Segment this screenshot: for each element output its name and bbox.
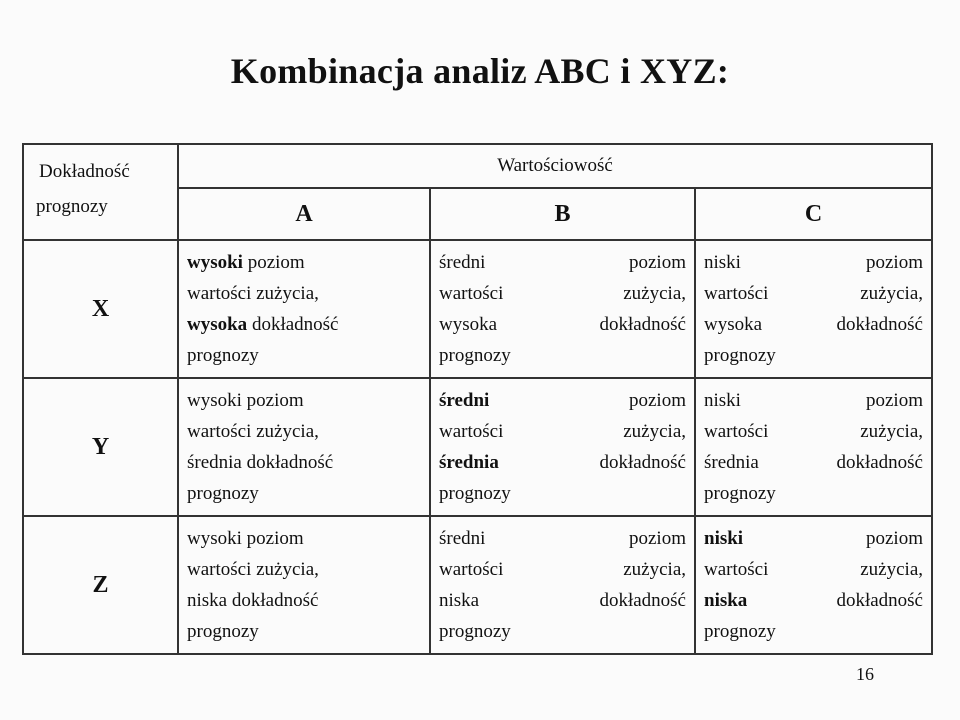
row-header-x: X [23, 240, 178, 378]
cell-text: dokładność [836, 452, 923, 473]
cell-x-a [178, 240, 430, 378]
cell-text: niski [704, 252, 741, 273]
corner-label-line1: Dokładność [39, 161, 130, 182]
cell-text: wartości [704, 559, 769, 580]
cell-text: średni [439, 390, 490, 411]
cell-text: wartości zużycia, [187, 421, 319, 442]
cell-text: zużycia, [623, 421, 686, 442]
cell-text: niski [704, 390, 741, 411]
cell-text: dokładność [599, 590, 686, 611]
table-row-z [23, 516, 932, 654]
cell-text: niski [704, 528, 744, 549]
cell-text: zużycia, [623, 559, 686, 580]
cell-text: zużycia, [623, 283, 686, 304]
cell-text: poziom [866, 252, 923, 273]
cell-text: wysoka [439, 314, 498, 335]
cell-text: wysoka [704, 314, 763, 335]
cell-text: wartości [704, 421, 769, 442]
cell-text: zużycia, [860, 421, 923, 442]
cell-text: wysoki poziom [187, 390, 304, 411]
cell-text: wartości [439, 421, 504, 442]
row-header-z: Z [23, 516, 178, 654]
cell-text: poziom [866, 390, 923, 411]
cell-text: poziom [629, 528, 686, 549]
cell-text: prognozy [187, 345, 259, 366]
cell-text: dokładność [836, 590, 923, 611]
cell-text: wartości zużycia, [187, 283, 319, 304]
cell-y-a [178, 378, 430, 516]
cell-text: dokładność [599, 314, 686, 335]
cell-text: poziom [242, 252, 305, 273]
cell-text: zużycia, [860, 559, 923, 580]
cell-x-b [430, 240, 695, 378]
cell-text: prognozy [704, 345, 776, 366]
cell-text: prognozy [187, 483, 259, 504]
column-header-c: C [695, 188, 932, 240]
cell-text: średnia [704, 452, 759, 473]
cell-text: wartości [439, 559, 504, 580]
cell-text: wysoka [187, 314, 248, 335]
cell-y-b [430, 378, 695, 516]
cell-text: średnia [439, 452, 499, 473]
cell-text: niska [439, 590, 480, 611]
cell-z-a [178, 516, 430, 654]
table-row-x [23, 240, 932, 378]
cell-text: dokładność [247, 314, 339, 335]
cell-text: średnia dokładność [187, 452, 334, 473]
cell-text: dokładność [836, 314, 923, 335]
cell-text: prognozy [439, 621, 511, 642]
cell-text: prognozy [439, 483, 511, 504]
cell-text: dokładność [599, 452, 686, 473]
cell-text: prognozy [704, 483, 776, 504]
cell-text: prognozy [704, 621, 776, 642]
page-number: 16 [856, 664, 874, 684]
column-header-b: B [430, 188, 695, 240]
cell-text: niska [704, 590, 748, 611]
cell-text: prognozy [439, 345, 511, 366]
group-header: Wartościowość [178, 144, 932, 188]
cell-text: poziom [629, 390, 686, 411]
cell-text: poziom [629, 252, 686, 273]
cell-text: wartości zużycia, [187, 559, 319, 580]
cell-x-c [695, 240, 932, 378]
row-header-y: Y [23, 378, 178, 516]
cell-text: średni [439, 252, 486, 273]
column-header-a: A [178, 188, 430, 240]
cell-text: średni [439, 528, 486, 549]
corner-label-line2: prognozy [36, 196, 108, 217]
table-row-y [23, 378, 932, 516]
cell-y-c [695, 378, 932, 516]
page-title: Kombinacja analiz ABC i XYZ: [230, 51, 730, 91]
abc-xyz-matrix [22, 143, 933, 655]
cell-z-b [430, 516, 695, 654]
cell-text: wartości [704, 283, 769, 304]
cell-text: wysoki [187, 252, 243, 273]
corner-header [23, 144, 178, 240]
cell-text: wysoki poziom [187, 528, 304, 549]
cell-z-c [695, 516, 932, 654]
cell-text: prognozy [187, 621, 259, 642]
cell-text: wartości [439, 283, 504, 304]
cell-text: poziom [866, 528, 923, 549]
cell-text: zużycia, [860, 283, 923, 304]
cell-text: niska dokładność [187, 590, 319, 611]
